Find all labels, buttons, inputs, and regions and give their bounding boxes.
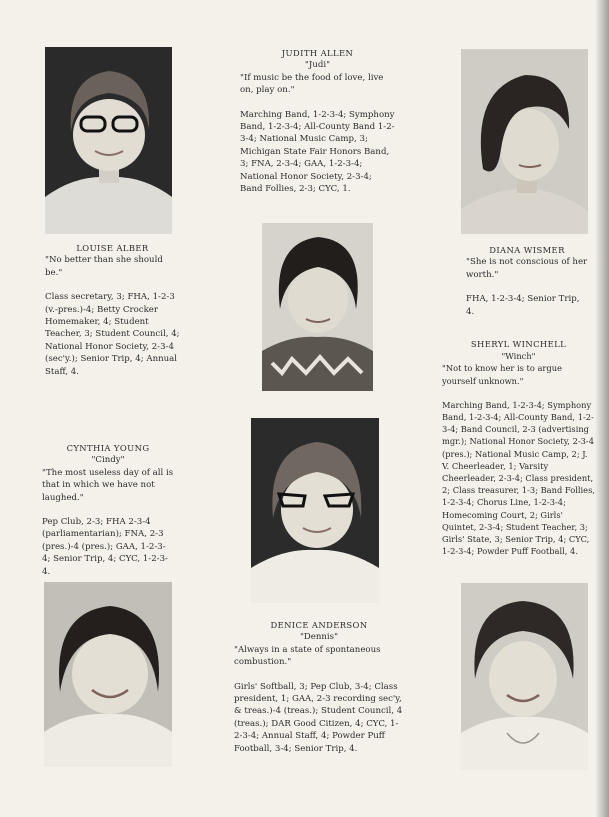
photo-diana-wismer <box>461 49 588 234</box>
student-quote: "Always in a state of spontaneous combustion." <box>234 644 381 668</box>
student-nickname: "Cindy" <box>91 455 125 466</box>
student-quote: "She is not conscious of her worth." <box>466 257 588 280</box>
student-quote: "Not to know her is to argue yourself unknown." <box>442 363 562 386</box>
bio-denice-anderson <box>234 619 404 755</box>
bio-sheryl-winchell <box>442 338 595 557</box>
student-quote: "The most useless day of all is that in which we have not laughed." <box>42 467 174 503</box>
student-activities: Girls' Softball, 3; Pep Club, 3-4; Class president, 1; GAA, 2-3 recording sec'y, & treas.)-4 (treas.); Student Council, 4 (treas.); DAR Good Citizen, 4; CYC, 1-2-3-4; Annual Staff, 4; Powder Puff Football, 3-4; Senior Trip, 4. <box>234 681 403 754</box>
student-name: DENICE ANDERSON <box>270 620 368 630</box>
student-quote: "If music be the food of love, live on, play on." <box>240 72 384 96</box>
page-edge-shadow <box>595 0 609 817</box>
student-activities: FHA, 1-2-3-4; Senior Trip, 4. <box>466 294 580 317</box>
student-name: DIANA WISMER <box>489 245 565 255</box>
photo-cynthia-young <box>44 582 172 767</box>
photo-louise-alber <box>45 47 172 234</box>
student-activities: Marching Band, 1-2-3-4; Symphony Band, 1-2-3-4; All-County Band 1-2-3-4; National Music Camp, 3; Michigan State Fair Honors Band, 3; FNA, 2-3-4; GAA, 1-2-3-4; National Honor Society, 2-3-4; Band Follies, 2-3; CYC, 1. <box>240 109 395 195</box>
student-quote: "No better than she should be." <box>45 255 163 278</box>
student-name: JUDITH ALLEN <box>281 48 354 58</box>
bio-cynthia-young <box>42 442 174 578</box>
student-activities: Marching Band, 1-2-3-4; Symphony Band, 1-2-3-4; All-County Band, 1-2-3-4; Band Council, 2-3 (advertising mgr.); National Honor Society, 2-3-4 (pres.); National Music Camp, 2; J. V. Cheerleader, 1; Varsity Cheerleader, 2-3-4; Class president, 2; Class treasurer, 1-3; Band Follies, 1-2-3-4; Chorus Line, 1-2-3-4; Homecoming Court, 2; Girls' Quintet, 2-3-4; Student Teacher, 3; Girls' State, 3; Senior Trip, 4; CYC, 1-2-3-4; Powder Puff Football, 4. <box>442 399 595 557</box>
student-name: SHERYL WINCHELL <box>470 339 567 349</box>
bio-diana-wismer <box>466 244 588 318</box>
bio-judith-allen <box>240 47 395 195</box>
bio-louise-alber <box>45 242 180 378</box>
student-activities: Class secretary, 3; FHA, 1-2-3 (v.-pres.)-4; Betty Crocker Homemaker, 4; Student Teacher, 3; Student Council, 4; National Honor Society, 2-3-4 (sec'y.); Senior Trip, 4; Annual Staff, 4. <box>45 292 180 377</box>
student-nickname: "Winch" <box>501 351 536 362</box>
photo-judith-allen <box>262 223 373 391</box>
student-nickname: "Dennis" <box>299 632 339 643</box>
student-nickname: "Judi" <box>304 60 331 71</box>
student-name: CYNTHIA YOUNG <box>66 443 150 453</box>
photo-denice-anderson <box>251 418 379 603</box>
student-activities: Pep Club, 2-3; FHA 2-3-4 (parliamentarian); FNA, 2-3 (pres.)-4 (pres.); GAA, 1-2-3-4; Senior Trip, 4; CYC, 1-2-3-4. <box>42 517 168 577</box>
photo-sheryl-winchell <box>461 583 588 770</box>
student-name: LOUISE ALBER <box>76 243 149 253</box>
